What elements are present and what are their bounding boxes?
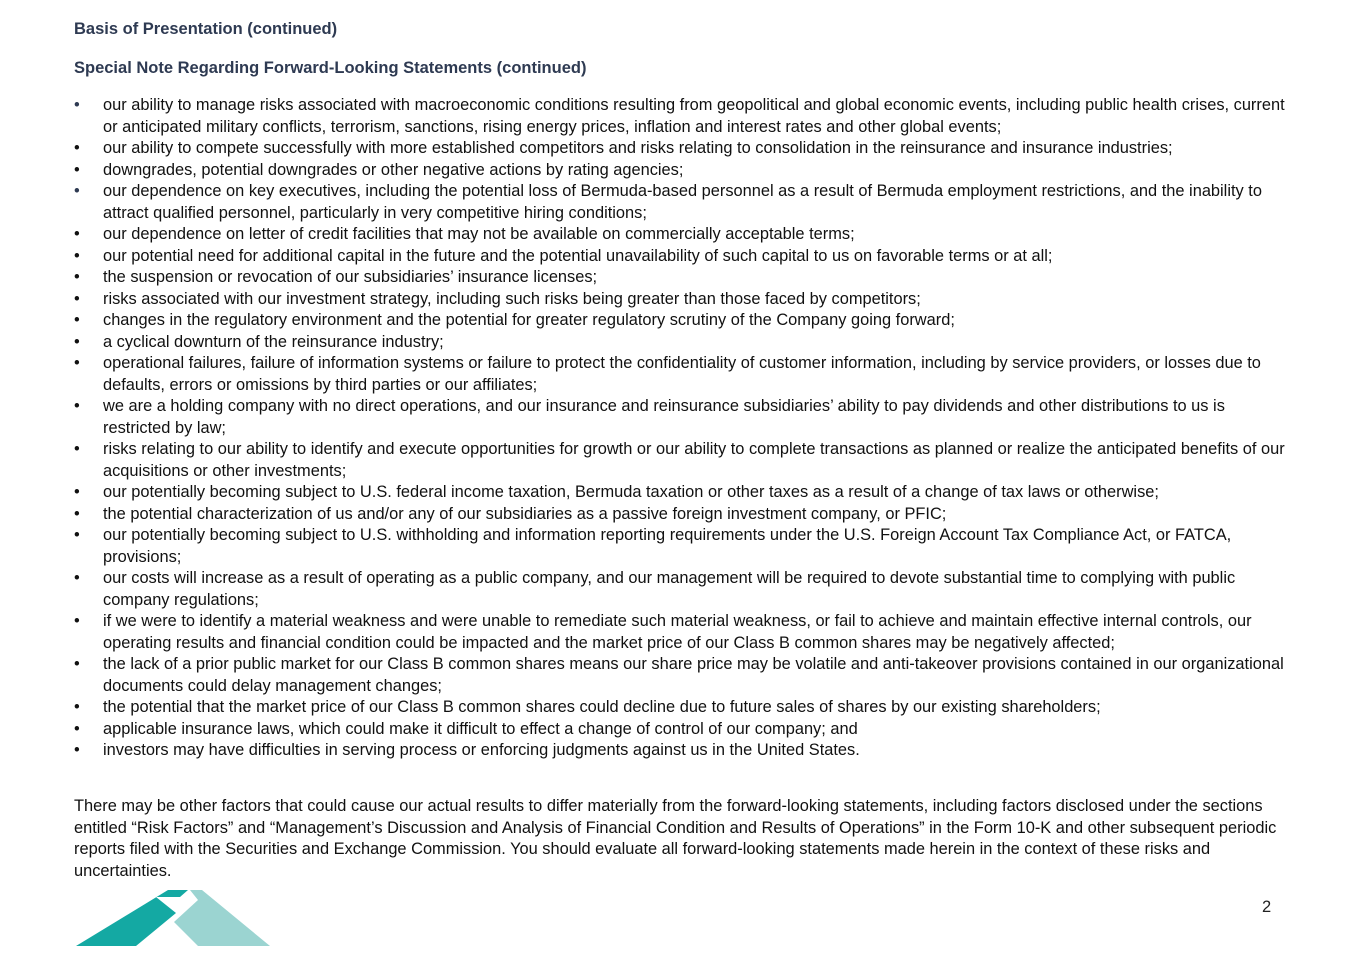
list-item xyxy=(74,439,1289,482)
bullet-icon: • xyxy=(74,332,80,351)
bullet-icon: • xyxy=(74,504,80,523)
list-item-text: applicable insurance laws, which could make it difficult to effect a change of control of our company; and xyxy=(103,719,858,738)
logo-mark-icon xyxy=(76,888,272,948)
list-item-text: downgrades, potential downgrades or other negative actions by rating agencies; xyxy=(103,160,684,179)
list-item-text: a cyclical downturn of the reinsurance industry; xyxy=(103,332,444,351)
list-item-text: our potentially becoming subject to U.S. federal income taxation, Bermuda taxation or other taxes as a result of a change of tax laws or otherwise; xyxy=(103,483,1159,501)
list-item-text: our dependence on key executives, including the potential loss of Bermuda-based personnel as a result of Bermuda employment restrictions, and the inability to attract qualified personnel, particularly in very competitive hiring conditions; xyxy=(103,182,1262,222)
page-number: 2 xyxy=(1262,898,1272,916)
bullet-icon: • xyxy=(74,268,80,286)
list-item-text: our dependence on letter of credit facilities that may not be available on commercially acceptable terms; xyxy=(103,225,855,243)
bullet-icon: • xyxy=(74,96,80,114)
bullet-icon: • xyxy=(74,354,80,372)
list-item xyxy=(74,697,1289,719)
list-item xyxy=(74,246,1289,268)
bullet-icon: • xyxy=(74,612,80,630)
list-item-text: the suspension or revocation of our subsidiaries’ insurance licenses; xyxy=(103,268,598,286)
list-item xyxy=(74,740,1289,762)
bullet-icon: • xyxy=(74,483,80,501)
list-item xyxy=(74,504,1289,526)
list-item xyxy=(74,568,1289,611)
section-title-forward-looking: Special Note Regarding Forward-Looking Statements (continued) xyxy=(74,59,587,77)
list-item-text: our ability to compete successfully with more established competitors and risks relating to consolidation in the reinsurance and insurance industries; xyxy=(103,139,1173,157)
list-item xyxy=(74,95,1289,138)
list-item-text: the lack of a prior public market for our Class B common shares means our share price may be volatile and anti-takeover provisions contained in our organizational documents could delay management changes; xyxy=(103,655,1284,695)
list-item-text: the potential characterization of us and/or any of our subsidiaries as a passive foreign investment company, or PFIC; xyxy=(103,504,947,523)
bullet-icon: • xyxy=(74,741,80,759)
bullet-icon: • xyxy=(74,139,80,157)
bullet-icon: • xyxy=(74,569,80,587)
list-item-text: changes in the regulatory environment and the potential for greater regulatory scrutiny of the Company going forward; xyxy=(103,311,955,329)
list-item xyxy=(74,267,1289,289)
bullet-icon: • xyxy=(74,440,80,458)
list-item-text: risks associated with our investment strategy, including such risks being greater than those faced by competitors; xyxy=(103,289,921,308)
bullet-icon: • xyxy=(74,526,80,544)
list-item xyxy=(74,482,1289,504)
list-item-text: the potential that the market price of our Class B common shares could decline due to future sales of shares by our existing shareholders; xyxy=(103,698,1101,716)
list-item-text: our costs will increase as a result of operating as a public company, and our management will be required to devote substantial time to complying with public company regulations; xyxy=(103,569,1236,609)
list-item xyxy=(74,224,1289,246)
bullet-icon: • xyxy=(74,246,80,265)
section-title-basis: Basis of Presentation (continued) xyxy=(74,20,338,38)
list-item xyxy=(74,310,1289,332)
list-item-text: investors may have difficulties in serving process or enforcing judgments against us in the United States. xyxy=(103,741,860,759)
list-item xyxy=(74,332,1289,354)
bullet-icon: • xyxy=(74,655,80,673)
list-item-text: our potential need for additional capital in the future and the potential unavailability of such capital to us on favorable terms or at all; xyxy=(103,246,1053,265)
list-item xyxy=(74,138,1289,160)
closing-paragraph: There may be other factors that could cause our actual results to differ materially from the forward-looking statements, including factors disclosed under the sections entitled “Risk Factors” and “Management’s Discussion and Analysis of Financial Condition and Results of Operations” in the Form 10-K and other subsequent periodic reports filed with the Securities and Exchange Commission. You should evaluate all forward-looking statements made herein in the context of these risks and uncertainties. xyxy=(74,797,1277,880)
bullet-icon: • xyxy=(74,182,80,200)
list-item-text: risks relating to our ability to identify and execute opportunities for growth or our ability to complete transactions as planned or realize the anticipated benefits of our acquisitions or other investments; xyxy=(103,440,1285,480)
list-item xyxy=(74,654,1289,697)
list-item xyxy=(74,160,1289,182)
list-item xyxy=(74,525,1289,568)
list-item xyxy=(74,181,1289,224)
list-item-text: operational failures, failure of information systems or failure to protect the confidentiality of customer information, including by service providers, or losses due to defaults, errors or omissions by third parties or our affiliates; xyxy=(103,354,1261,394)
list-item-text: we are a holding company with no direct operations, and our insurance and reinsurance subsidiaries’ ability to pay dividends and other distributions to us is restricted by law; xyxy=(103,397,1225,437)
list-item-text: our ability to manage risks associated with macroeconomic conditions resulting from geopolitical and global economic events, including public health crises, current or anticipated military conflicts, terrorism, sanctions, rising energy prices, inflation and interest rates and other global events; xyxy=(103,96,1285,136)
bullet-icon: • xyxy=(74,311,80,329)
bullet-icon: • xyxy=(74,698,80,716)
list-item-text: if we were to identify a material weakness and were unable to remediate such material weakness, or fail to achieve and maintain effective internal controls, our operating results and financial condition could be impacted and the market price of our Class B common shares may be negatively affected; xyxy=(103,612,1252,652)
list-item xyxy=(74,353,1289,396)
company-logo xyxy=(76,888,272,948)
list-item-text: our potentially becoming subject to U.S. withholding and information reporting requirements under the U.S. Foreign Account Tax Compliance Act, or FATCA, provisions; xyxy=(103,526,1232,566)
bullet-icon: • xyxy=(74,225,80,243)
list-item xyxy=(74,719,1289,741)
list-item xyxy=(74,289,1289,311)
risk-factor-list xyxy=(74,95,1289,762)
bullet-icon: • xyxy=(74,397,80,415)
list-item xyxy=(74,396,1289,439)
bullet-icon: • xyxy=(74,289,80,308)
bullet-icon: • xyxy=(74,160,80,179)
list-item xyxy=(74,611,1289,654)
bullet-icon: • xyxy=(74,719,80,738)
